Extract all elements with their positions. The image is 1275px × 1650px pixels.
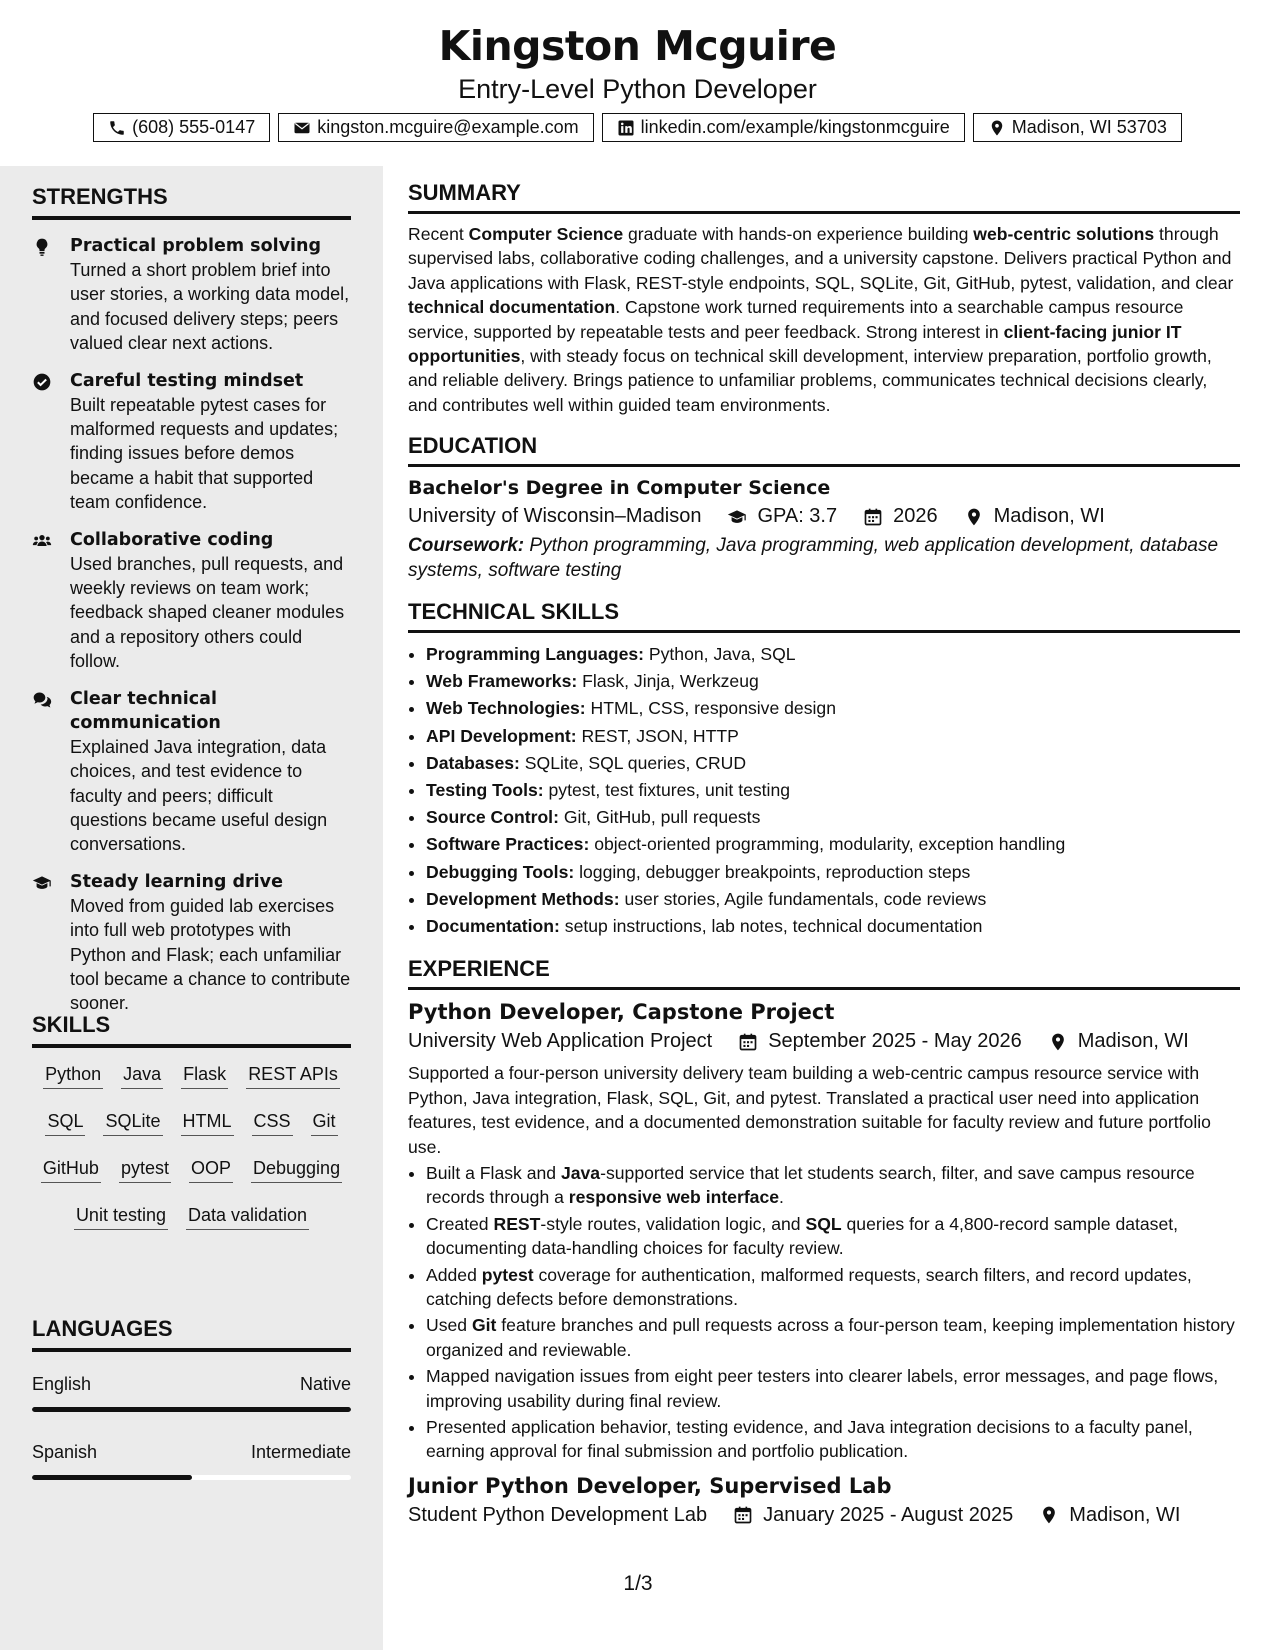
skill-tag: Git (311, 1109, 338, 1136)
skill-tag: OOP (189, 1156, 233, 1183)
list-item: • Testing Tools: pytest, test fixtures, unit testing (426, 777, 1240, 804)
education-meta (408, 505, 1240, 528)
list-item: • API Development: REST, JSON, HTTP (426, 723, 1240, 750)
language-proficiency-fill (32, 1475, 192, 1480)
main-content (408, 180, 1240, 1543)
strength-item (32, 528, 351, 674)
language-row (32, 1374, 351, 1412)
list-item: • Built a Flask and Java-supported service that let students search, filter, and save campus resource records through a responsive web interface. (426, 1161, 1240, 1210)
list-item: • Web Technologies: HTML, CSS, responsive design (426, 695, 1240, 722)
strength-description: Moved from guided lab exercises into full web prototypes with Python and Flask; each unfamiliar tool became a chance to contribute sooner. (70, 895, 351, 1014)
language-row (32, 1442, 351, 1480)
contact-linkedin[interactable] (602, 113, 965, 142)
map-pin-icon (988, 119, 1006, 137)
strength-item (32, 687, 351, 857)
map-pin-icon (964, 507, 984, 527)
education-school: University of Wisconsin–Madison (408, 505, 702, 528)
language-name: Spanish (32, 1442, 98, 1462)
strength-description: Explained Java integration, data choices, and test evidence to faculty and peers; difficult questions became useful design conversations. (70, 736, 328, 855)
technical-skills-list (408, 641, 1240, 940)
skills-grid (32, 1062, 351, 1230)
experience-heading: EXPERIENCE (408, 956, 1240, 990)
skill-tag: SQL (45, 1109, 85, 1136)
list-item: • Presented application behavior, testing evidence, and Java integration decisions to a faculty panel, earning approval for final submission and portfolio publication. (426, 1415, 1240, 1464)
coursework-label: Coursework: (408, 535, 525, 557)
calendar-icon (733, 1505, 753, 1525)
skill-tag: HTML (181, 1109, 234, 1136)
education-heading: EDUCATION (408, 433, 1240, 467)
strength-title: Collaborative coding (70, 529, 274, 550)
list-item: • Programming Languages: Python, Java, SQL (426, 641, 1240, 668)
check-circle-icon (32, 372, 52, 392)
envelope-icon (293, 119, 311, 137)
skill-tag: SQLite (103, 1109, 162, 1136)
strength-item (32, 234, 351, 356)
contact-bar (0, 113, 1275, 142)
contact-email[interactable] (278, 113, 593, 142)
skill-tag: Debugging (251, 1156, 342, 1183)
list-item: • Documentation: setup instructions, lab notes, technical documentation (426, 913, 1240, 940)
language-proficiency-bar (32, 1475, 351, 1480)
linkedin-icon (617, 119, 635, 137)
education-degree: Bachelor's Degree in Computer Science (408, 477, 831, 500)
strength-title: Clear technical communication (70, 688, 221, 733)
phone-icon (108, 119, 126, 137)
candidate-name: Kingston Mcguire (438, 22, 837, 70)
skill-tag: Flask (181, 1062, 228, 1089)
sidebar (0, 166, 383, 1650)
strength-item (32, 369, 351, 515)
education-location: Madison, WI (993, 505, 1105, 528)
language-name: English (32, 1374, 92, 1394)
map-pin-icon (1048, 1032, 1068, 1052)
coursework-text: Python programming, Java programming, web application development, database systems, software testing (408, 535, 1219, 581)
job-dates: January 2025 - August 2025 (763, 1503, 1014, 1526)
list-item: • Web Frameworks: Flask, Jinja, Werkzeug (426, 668, 1240, 695)
comments-icon (32, 690, 52, 710)
skill-tag: Java (121, 1062, 163, 1089)
graduation-cap-icon (32, 873, 52, 893)
skill-tag: Data validation (186, 1203, 309, 1230)
skill-tag: REST APIs (246, 1062, 340, 1089)
job-description: Supported a four-person university delivery team building a web-centric campus resource service with Python, Java integration, Flask, SQL, Git, and pytest. Translated a practical user need into application features, test evidence, and a documented demonstration suitable for faculty review and future portfolio use. (408, 1063, 1211, 1157)
technical-skills-section (408, 599, 1240, 940)
summary-text: Recent Computer Science graduate with hands-on experience building web-centric solutions through supervised labs, collaborative coding challenges, and a university capstone. Delivers practical Python and Java applications with Flask, REST-style endpoints, SQL, SQLite, Git, GitHub, pytest, validation, and clear technical documentation. Capstone work turned requirements into a searchable campus resource service, supported by repeatable tests and peer feedback. Strong interest in client-facing junior IT opportunities, with steady focus on technical skill development, interview preparation, portfolio growth, and reliable delivery. Brings patience to unfamiliar problems, communicates technical decisions clearly, and contributes well within guided team environments. (408, 224, 1234, 415)
list-item: • Development Methods: user stories, Agile fundamentals, code reviews (426, 886, 1240, 913)
contact-location (973, 113, 1182, 142)
contact-linkedin-text: linkedin.com/example/kingstonmcguire (640, 117, 950, 137)
strength-description: Turned a short problem brief into user stories, a working data model, and focused delivery steps; peers valued clear next actions. (70, 260, 350, 354)
page-number: 1/3 (623, 1572, 653, 1595)
strength-title: Careful testing mindset (70, 370, 304, 391)
strength-title: Steady learning drive (70, 871, 283, 892)
skill-tag: CSS (252, 1109, 293, 1136)
strength-description: Used branches, pull requests, and weekly reviews on team work; feedback shaped cleaner modules and a repository others could follow. (70, 553, 345, 672)
skill-tag: pytest (119, 1156, 171, 1183)
strengths-heading: STRENGTHS (32, 184, 351, 220)
job-location: Madison, WI (1077, 1030, 1189, 1053)
strength-description: Built repeatable pytest cases for malformed requests and updates; finding issues before demos became a habit that supported team confidence. (70, 394, 339, 513)
skill-tag: Python (43, 1062, 103, 1089)
list-item: • Source Control: Git, GitHub, pull requests (426, 804, 1240, 831)
job-entry (408, 1000, 1240, 1464)
users-icon (32, 531, 52, 551)
contact-phone-text: (608) 555-0147 (132, 117, 256, 137)
skill-tag: Unit testing (74, 1203, 168, 1230)
education-gpa: GPA: 3.7 (757, 505, 838, 528)
calendar-icon (738, 1032, 758, 1052)
job-entry (408, 1474, 1240, 1527)
skill-tag: GitHub (41, 1156, 101, 1183)
graduation-cap-icon (727, 507, 747, 527)
languages-heading: LANGUAGES (32, 1316, 351, 1352)
skills-section (32, 1012, 351, 1230)
job-org: University Web Application Project (408, 1030, 713, 1053)
list-item: • Created REST-style routes, validation logic, and SQL queries for a 4,800-record sample dataset, documenting data-handling choices for faculty review. (426, 1212, 1240, 1261)
technical-skills-heading: TECHNICAL SKILLS (408, 599, 1240, 633)
calendar-icon (863, 507, 883, 527)
contact-location-text: Madison, WI 53703 (1011, 117, 1167, 137)
job-bullets (408, 1161, 1240, 1464)
resume-header (0, 0, 1275, 166)
job-meta (408, 1504, 1240, 1527)
list-item: • Debugging Tools: logging, debugger breakpoints, reproduction steps (426, 859, 1240, 886)
job-title: Junior Python Developer, Supervised Lab (408, 1473, 892, 1498)
job-location: Madison, WI (1069, 1503, 1181, 1526)
summary-heading: SUMMARY (408, 180, 1240, 214)
job-meta (408, 1030, 1240, 1053)
language-level: Intermediate (250, 1442, 351, 1462)
language-proficiency-fill (32, 1407, 351, 1412)
list-item: • Software Practices: object-oriented programming, modularity, exception handling (426, 831, 1240, 858)
language-proficiency-bar (32, 1407, 351, 1412)
list-item: • Added pytest coverage for authentication, malformed requests, search filters, and record updates, catching defects before demonstrations. (426, 1263, 1240, 1312)
languages-section (32, 1316, 351, 1480)
contact-email-text: kingston.mcguire@example.com (317, 117, 579, 137)
experience-section (408, 956, 1240, 1527)
strength-item (32, 870, 351, 1016)
education-section (408, 433, 1240, 583)
summary-section (408, 180, 1240, 417)
job-org: Student Python Development Lab (408, 1503, 708, 1526)
strength-title: Practical problem solving (70, 236, 322, 256)
strengths-section (32, 184, 351, 1029)
language-level: Native (299, 1374, 351, 1394)
job-dates: September 2025 - May 2026 (768, 1030, 1022, 1053)
education-coursework (408, 534, 1240, 583)
lightbulb-icon (32, 237, 52, 257)
education-year: 2026 (893, 505, 938, 528)
map-pin-icon (1039, 1505, 1059, 1525)
list-item: • Databases: SQLite, SQL queries, CRUD (426, 750, 1240, 777)
list-item: • Used Git feature branches and pull requests across a four-person team, keeping implementation history organized and reviewable. (426, 1313, 1240, 1362)
contact-phone[interactable] (93, 113, 270, 142)
job-title: Python Developer, Capstone Project (408, 1000, 835, 1025)
candidate-title: Entry-Level Python Developer (458, 74, 817, 104)
list-item: • Mapped navigation issues from eight peer testers into clearer labels, error messages, and page flows, improving usability during final review. (426, 1364, 1240, 1413)
skills-heading: SKILLS (32, 1012, 351, 1048)
